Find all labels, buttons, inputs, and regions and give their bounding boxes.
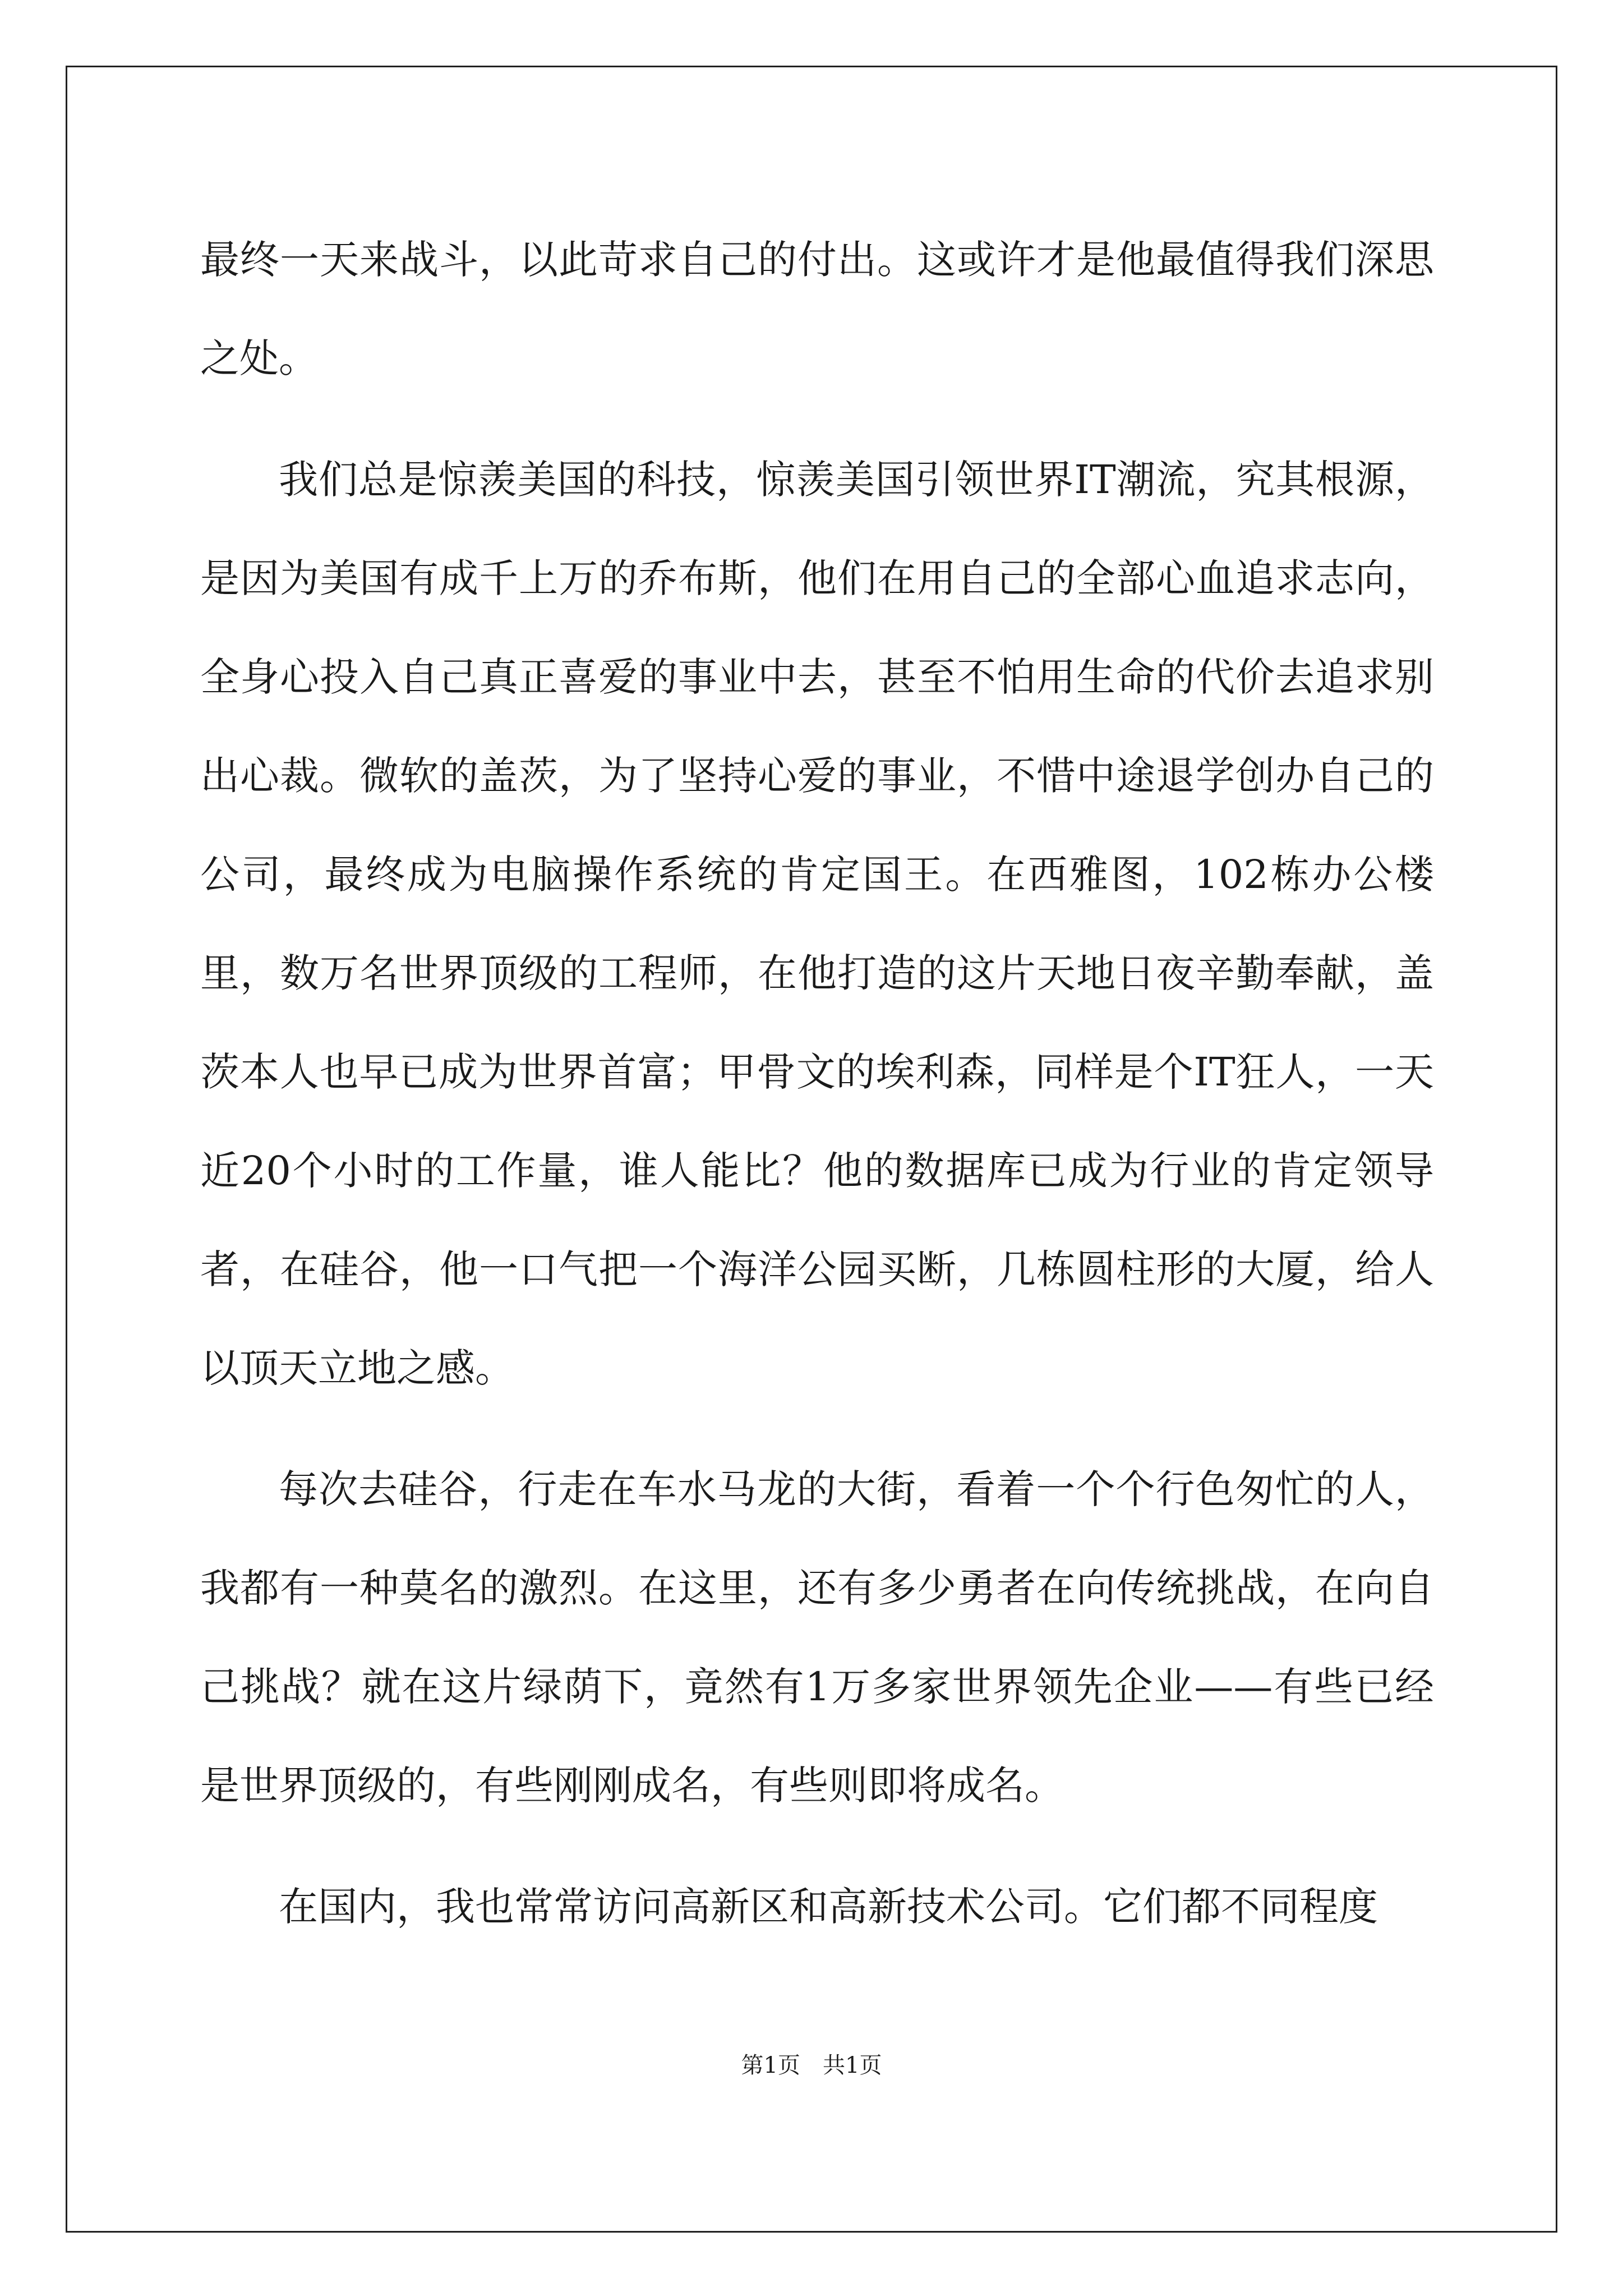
paragraph-technology-admiration: 我们总是惊羡美国的科技，惊羡美国引领世界IT潮流，究其根源，是因为美国有成千上万的乔布斯，他们在用自己的全部心血追求志向，全身心投入自己真正喜爱的事业中去，甚至不怕用生命的代价去追求别出心裁。微软的盖茨，为了坚持心爱的事业，不惜中途退学创办自己的公司，最终成为电脑操作系统的肯定国王。在西雅图，102栋办公楼里，数万名世界顶级的工程师，在他打造的这片天地日夜辛勤奉献，盖茨本人也早已成为世界首富；甲骨文的埃利森，同样是个IT狂人，一天近20个小时的工作量，谁人能比？他的数据库已成为行业的肯定领导者，在硅谷，他一口气把一个海洋公园买断，几栋圆柱形的大厦，给人以顶天立地之感。 (200, 457, 1434, 1391)
paragraph-silicon-valley: 每次去硅谷，行走在车水马龙的大街，看着一个个行色匆忙的人，我都有一种莫名的激烈。在这里，还有多少勇者在向传统挑战，在向自己挑战？就在这片绿荫下，竟然有1万多家世界领先企业——有些已经是世界顶级的，有些刚刚成名，有些则即将成名。 (200, 1466, 1434, 1809)
paragraph-domestic-visits: 在国内，我也常常访问高新区和高新技术公司。它们都不同程度 (279, 1884, 1378, 1930)
paragraph-continuation: 最终一天来战斗，以此苛求自己的付出。这或许才是他最值得我们深思之处。 (200, 237, 1434, 381)
document-body (200, 210, 1434, 1978)
page-footer: 第1页 共1页 (741, 2053, 882, 2078)
